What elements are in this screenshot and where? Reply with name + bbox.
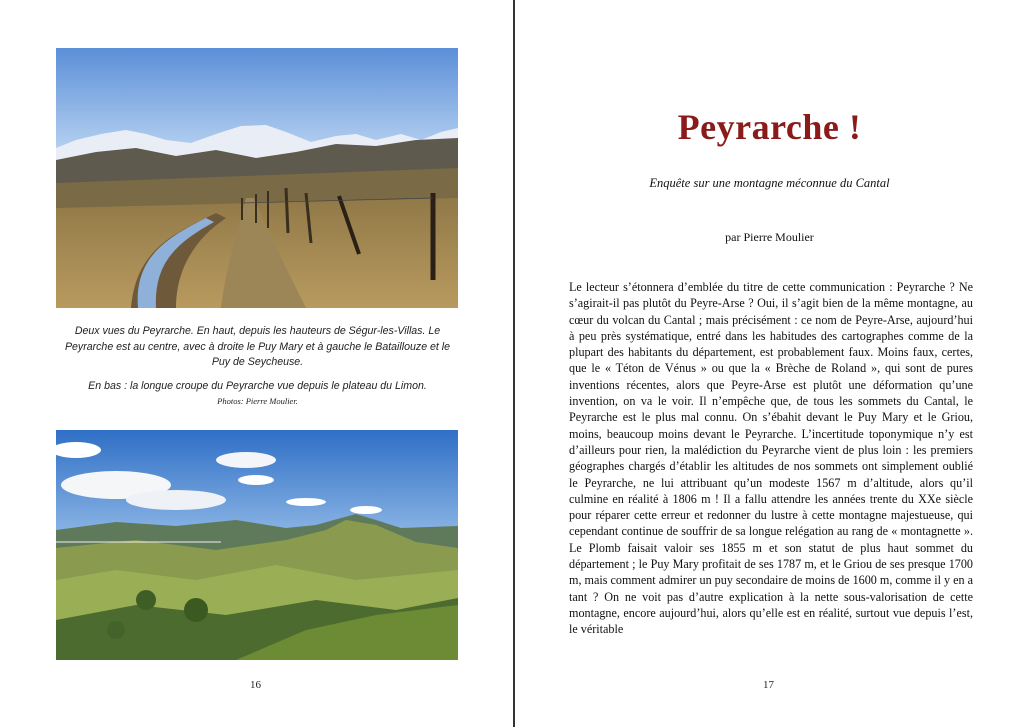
article-body xyxy=(569,279,973,638)
article-author: par Pierre Moulier xyxy=(725,230,814,244)
photo-caption xyxy=(60,324,455,407)
page-number-right: 17 xyxy=(763,679,774,691)
photo-top-illustration xyxy=(56,48,458,308)
article-subtitle: Enquête sur une montagne méconnue du Cantal xyxy=(649,176,890,190)
caption-bottom-photo: En bas : la longue croupe du Peyrarche vue depuis le plateau du Limon. xyxy=(88,379,427,392)
article-title: Peyrarche ! xyxy=(677,107,862,147)
photo-bottom-illustration xyxy=(56,430,458,660)
photo-credit: Photos: Pierre Moulier. xyxy=(217,396,298,406)
right-page xyxy=(515,0,1024,727)
photo-green-plateau xyxy=(56,430,458,660)
photo-snowy-mountains-and-path xyxy=(56,48,458,308)
body-paragraph: Le lecteur s’étonnera d’emblée du titre de cette communication : Peyrarche ? Ne s’agirait-il pas plutôt du Peyre-Arse ? Oui, il s’agit bien de la même montagne, au cœur du volcan du Cantal ; mais précisément : ce nom de Peyre-Arse, aujourd’hui à peu près systématique, entré dans les habitudes des cartographes comme de la plupart des habitants du département, est probablement faux. Moins faux, certes, que le « Téton de Vénus » ou que la « Brèche de Roland », qui sont de pures inventions récentes, alors que Peyre-Arse est plutôt une déformation qu’une invention, on va le voir. Il n’empêche que, de tous les sommets du Cantal, le Peyrarche est le plus mal connu. On s’ébahit devant le Puy Mary et le Griou, moins, beaucoup moins devant le Peyrarche. L’incertitude toponymique n’y est d’ailleurs pour rien, la malédiction du Peyrarche vient de plus loin : les premiers géographes chargés d’établir les altitudes de nos sommets ont simplement oublié le Peyrarche, ne lui attribuant qu’un modeste 1567 m d’altitude, alors qu’il culmine en réalité à 1806 m ! Il a fallu attendre les années trente du XXe siècle pour réparer cette erreur et redonner du lustre à cette montagne majestueuse, qui cependant continue de souffrir de sa longue relégation au rang de « montagnette ». Le Plomb faisait valoir ses 1855 m et son statut de plus haut sommet du département ; le Puy Mary profitait de ses 1787 m, et le Griou de ses presque 1700 m, mais comment admirer un puy secondaire de moins de 1600 m, comme il y en a tant ? On ne voit pas d’autre explication à la nette sous-valorisation de cette montagne, encore aujourd’hui, alors qu’elle est en réalité, surtout vue depuis l’est, le véritable xyxy=(569,280,973,637)
page-number-left: 16 xyxy=(250,679,261,691)
caption-top-photo: Deux vues du Peyrarche. En haut, depuis les hauteurs de Ségur-les-Villas. Le Peyrarche est au centre, avec à droite le Puy Mary et à gauche le Bataillouze et le Puy de Seycheuse. xyxy=(64,325,451,368)
